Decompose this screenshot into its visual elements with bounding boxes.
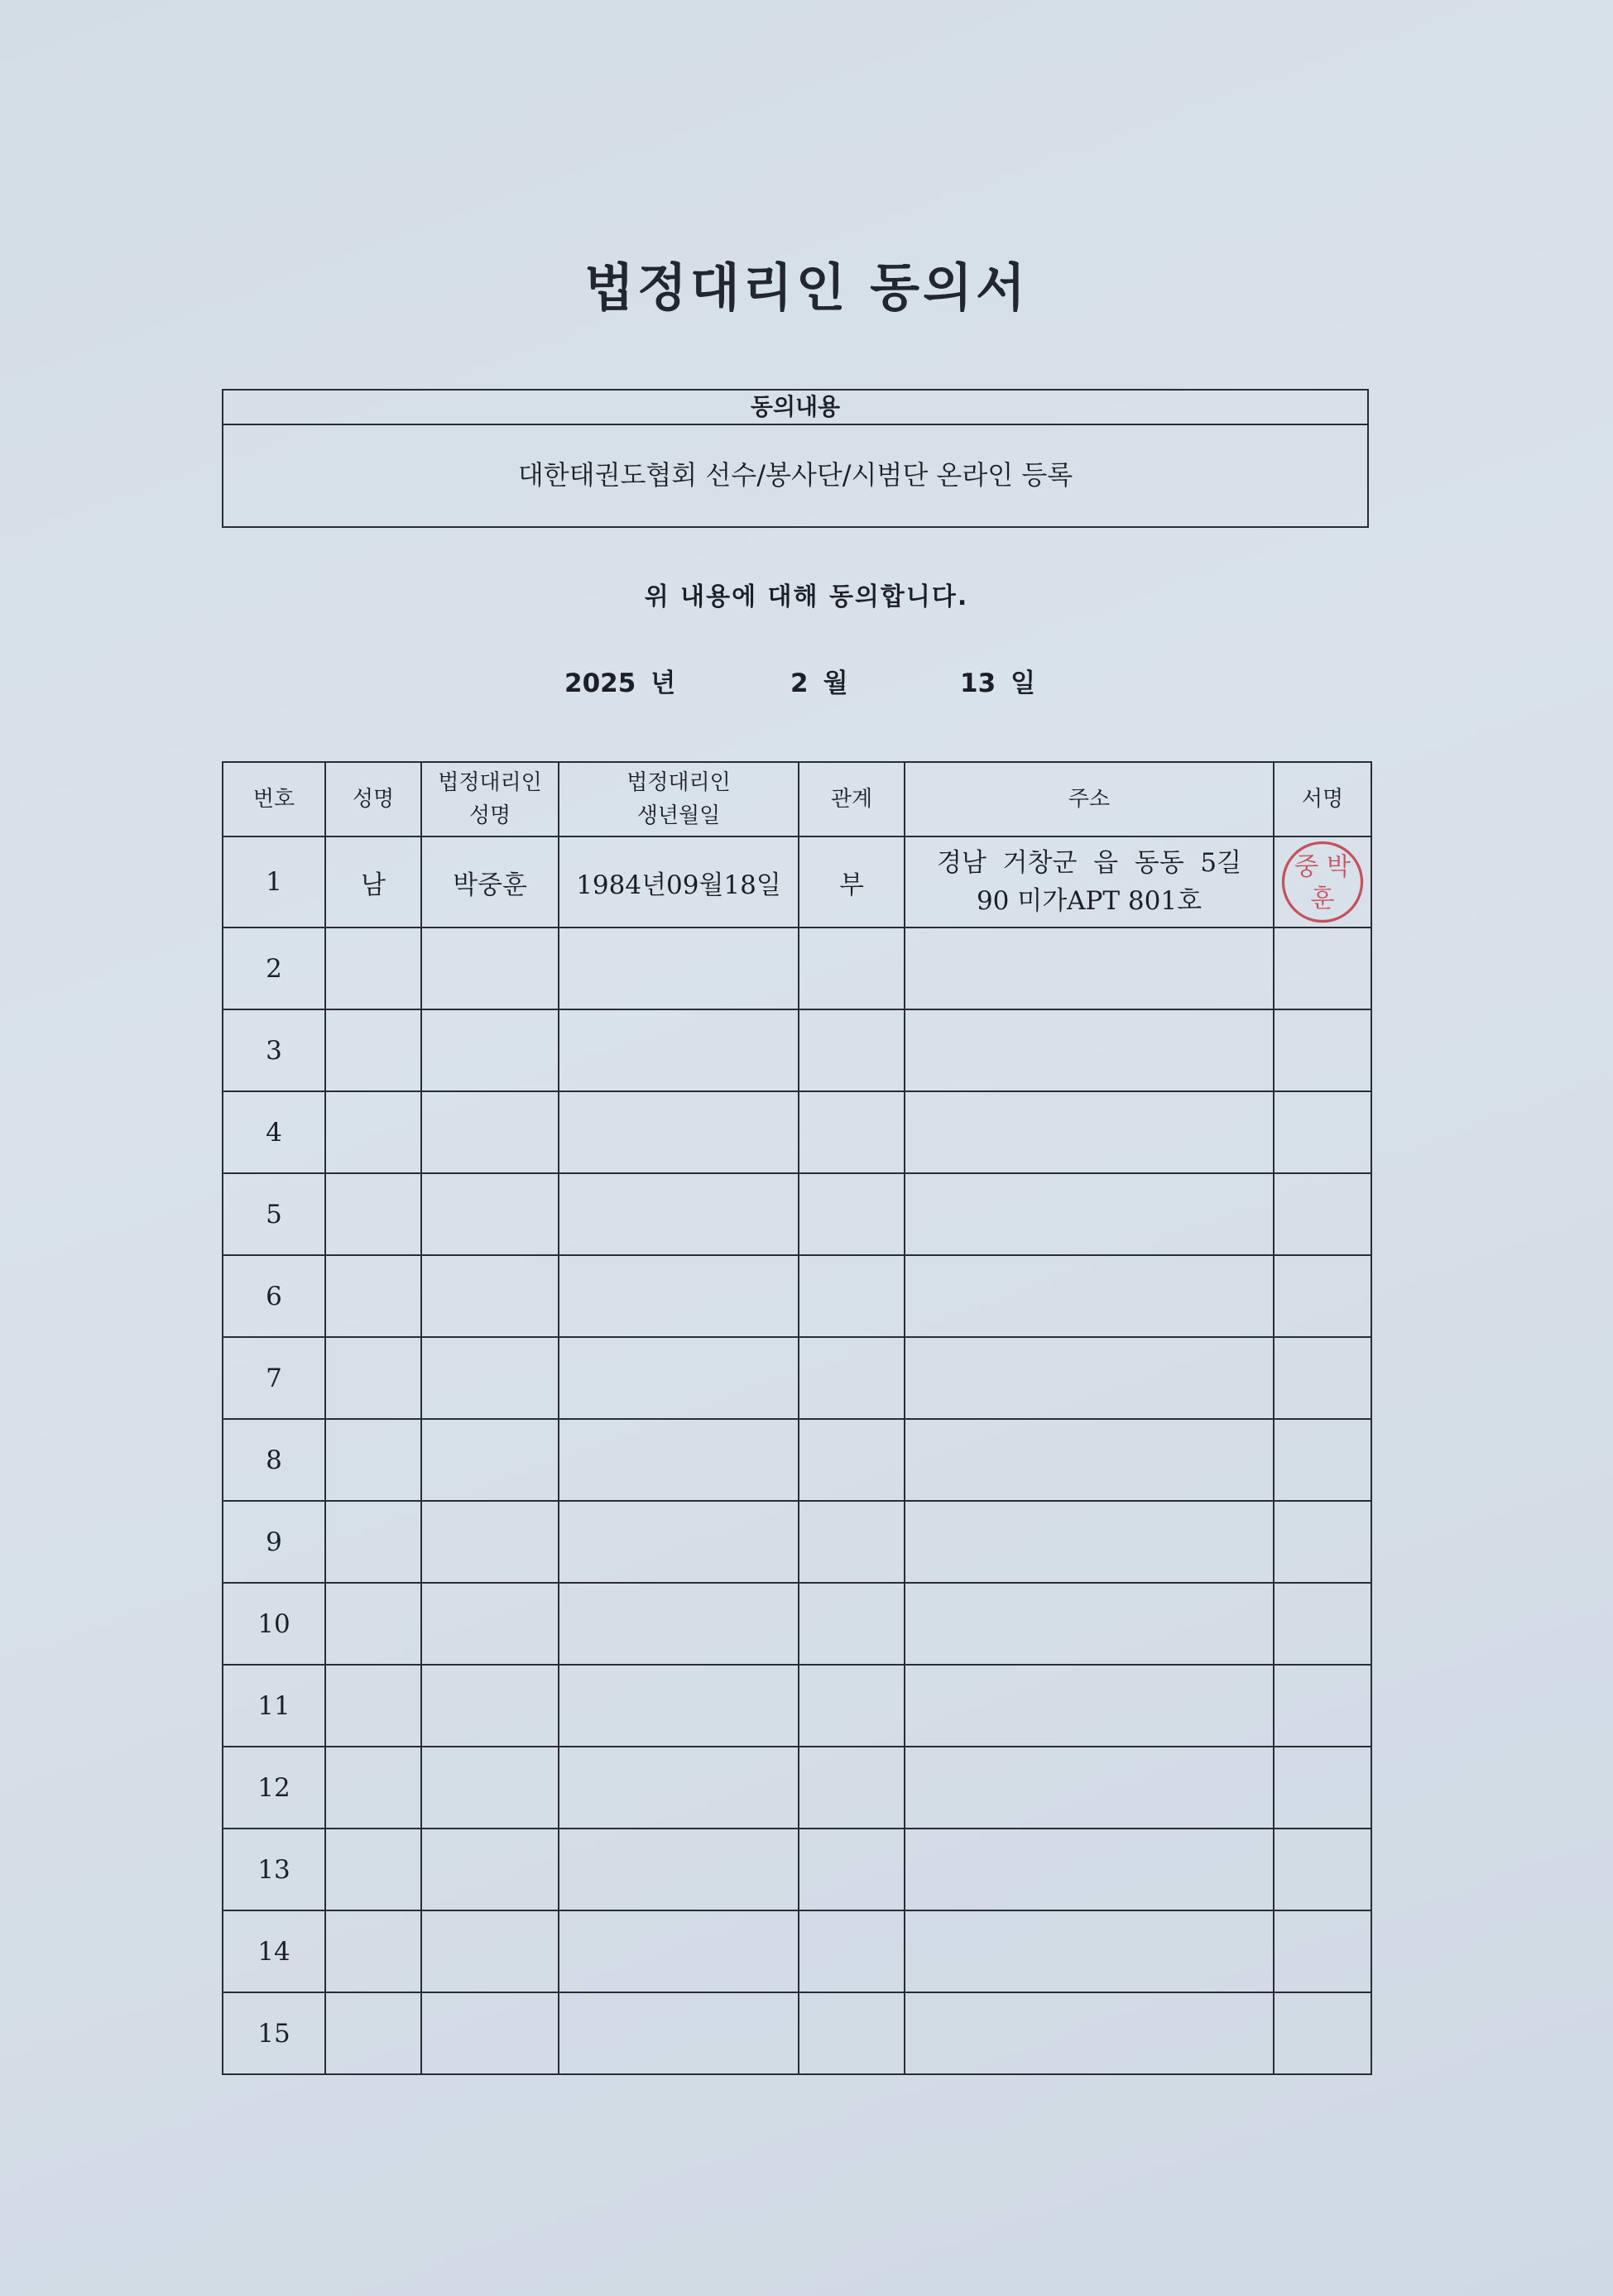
header-guardian-birth: 법정대리인 생년월일 (559, 762, 799, 836)
cell-no: 4 (223, 1091, 325, 1173)
cell-address (905, 836, 1274, 928)
table-row (223, 1419, 1371, 1501)
cell-name (325, 1091, 421, 1173)
table-row (223, 928, 1371, 1009)
cell-relation (799, 1583, 905, 1665)
cell-no: 6 (223, 1255, 325, 1337)
cell-no: 14 (223, 1910, 325, 1992)
cell-guardian-name (421, 1009, 559, 1091)
cell-no: 8 (223, 1419, 325, 1501)
cell-no: 13 (223, 1829, 325, 1910)
cell-signature (1274, 928, 1371, 1009)
cell-relation (799, 1337, 905, 1419)
cell-no: 3 (223, 1009, 325, 1091)
cell-name (325, 1665, 421, 1747)
cell-address (905, 928, 1274, 1009)
cell-relation (799, 1173, 905, 1255)
header-address: 주소 (905, 762, 1274, 836)
cell-address (905, 1829, 1274, 1910)
cell-relation (799, 1747, 905, 1829)
cell-signature (1274, 1501, 1371, 1583)
cell-guardian-birth (559, 1829, 799, 1910)
cell-signature (1274, 1910, 1371, 1992)
cell-address (905, 1747, 1274, 1829)
header-signature: 서명 (1274, 762, 1371, 836)
cell-no: 12 (223, 1747, 325, 1829)
table-row (223, 1910, 1371, 1992)
cell-relation (799, 1419, 905, 1501)
cell-guardian-birth (559, 1337, 799, 1419)
table-row (223, 1009, 1371, 1091)
cell-name (325, 928, 421, 1009)
cell-guardian-birth (559, 928, 799, 1009)
cell-guardian-birth: 1984년09월18일 (559, 836, 799, 928)
cell-name (325, 1337, 421, 1419)
cell-name (325, 1910, 421, 1992)
consent-content: 대한태권도협회 선수/봉사단/시범단 온라인 등록 (517, 459, 1073, 491)
consent-box (222, 389, 1369, 528)
address-line-2: 90 미가APT 801호 (976, 886, 1203, 916)
cell-guardian-name (421, 1665, 559, 1747)
svg-text:중: 중 (1294, 852, 1319, 882)
cell-no: 10 (223, 1583, 325, 1665)
cell-guardian-name (421, 1255, 559, 1337)
cell-address (905, 1992, 1274, 2074)
cell-guardian-name (421, 1337, 559, 1419)
cell-no: 11 (223, 1665, 325, 1747)
cell-guardian-name (421, 1091, 559, 1173)
cell-no: 2 (223, 928, 325, 1009)
agreement-text: 위 내용에 대해 동의합니다. (644, 582, 969, 611)
cell-signature (1274, 1091, 1371, 1173)
cell-relation (799, 1009, 905, 1091)
cell-guardian-name (421, 1992, 559, 2074)
header-name: 성명 (325, 762, 421, 836)
cell-no: 5 (223, 1173, 325, 1255)
cell-signature (1274, 836, 1371, 928)
cell-address (905, 1009, 1274, 1091)
cell-name (325, 1583, 421, 1665)
cell-relation (799, 1091, 905, 1173)
cell-name (325, 1009, 421, 1091)
cell-guardian-birth (559, 1747, 799, 1829)
cell-guardian-birth (559, 1173, 799, 1255)
table-row (223, 1583, 1371, 1665)
cell-signature (1274, 1583, 1371, 1665)
consent-header: 동의내용 (223, 391, 1367, 425)
cell-guardian-birth (559, 1501, 799, 1583)
cell-no: 9 (223, 1501, 325, 1583)
table-row (223, 1665, 1371, 1747)
cell-guardian-birth (559, 1009, 799, 1091)
cell-name (325, 1501, 421, 1583)
svg-text:훈: 훈 (1310, 884, 1335, 914)
cell-address (905, 1091, 1274, 1173)
cell-relation (799, 1255, 905, 1337)
cell-guardian-name (421, 1501, 559, 1583)
cell-guardian-birth (559, 1665, 799, 1747)
cell-relation (799, 928, 905, 1009)
cell-no: 15 (223, 1992, 325, 2074)
table-row (223, 1992, 1371, 2074)
cell-relation (799, 1992, 905, 2074)
date-year: 2025 년 (564, 669, 676, 698)
cell-relation (799, 1829, 905, 1910)
cell-name (325, 1829, 421, 1910)
header-relation: 관계 (799, 762, 905, 836)
table-row (223, 1255, 1371, 1337)
cell-address (905, 1501, 1274, 1583)
cell-guardian-birth (559, 1583, 799, 1665)
cell-signature (1274, 1009, 1371, 1091)
cell-address (905, 1419, 1274, 1501)
document-title: 법정대리인 동의서 (584, 257, 1029, 318)
cell-guardian-birth (559, 1419, 799, 1501)
table-header-row (223, 762, 1371, 836)
cell-guardian-name (421, 1173, 559, 1255)
cell-guardian-name (421, 928, 559, 1009)
cell-address (905, 1255, 1274, 1337)
cell-name (325, 1419, 421, 1501)
table-row (223, 1337, 1371, 1419)
cell-signature (1274, 1829, 1371, 1910)
cell-signature (1274, 1665, 1371, 1747)
cell-no: 1 (223, 836, 325, 928)
cell-name (325, 1992, 421, 2074)
cell-guardian-birth (559, 1255, 799, 1337)
cell-name (325, 1255, 421, 1337)
date-month: 2 월 (790, 669, 848, 698)
cell-no: 7 (223, 1337, 325, 1419)
cell-signature (1274, 1992, 1371, 2074)
header-no: 번호 (223, 762, 325, 836)
cell-guardian-name (421, 1910, 559, 1992)
cell-signature (1274, 1419, 1371, 1501)
table-row (223, 1829, 1371, 1910)
cell-relation (799, 1501, 905, 1583)
cell-signature (1274, 1173, 1371, 1255)
cell-address (905, 1337, 1274, 1419)
seal-stamp-icon (1278, 837, 1367, 927)
table-row (223, 836, 1371, 928)
cell-address (905, 1583, 1274, 1665)
table-row (223, 1091, 1371, 1173)
cell-guardian-birth (559, 1091, 799, 1173)
cell-address (905, 1665, 1274, 1747)
table-row (223, 1501, 1371, 1583)
cell-guardian-name (421, 1829, 559, 1910)
cell-name: 남 (325, 836, 421, 928)
cell-guardian-name: 박중훈 (421, 836, 559, 928)
guardian-table (222, 761, 1372, 2075)
cell-signature (1274, 1337, 1371, 1419)
cell-name (325, 1747, 421, 1829)
cell-guardian-birth (559, 1910, 799, 1992)
table-row (223, 1747, 1371, 1829)
cell-guardian-name (421, 1747, 559, 1829)
svg-text:박: 박 (1326, 852, 1351, 882)
cell-signature (1274, 1255, 1371, 1337)
cell-address (905, 1173, 1274, 1255)
cell-relation (799, 1910, 905, 1992)
cell-guardian-name (421, 1583, 559, 1665)
date-day: 13 일 (960, 669, 1036, 698)
cell-relation: 부 (799, 836, 905, 928)
table-row (223, 1173, 1371, 1255)
cell-relation (799, 1665, 905, 1747)
address-line-1: 경남 거창군 읍 동동 5길 (936, 848, 1242, 878)
cell-signature (1274, 1747, 1371, 1829)
cell-address (905, 1910, 1274, 1992)
cell-guardian-name (421, 1419, 559, 1501)
header-guardian-name: 법정대리인 성명 (421, 762, 559, 836)
cell-name (325, 1173, 421, 1255)
cell-guardian-birth (559, 1992, 799, 2074)
